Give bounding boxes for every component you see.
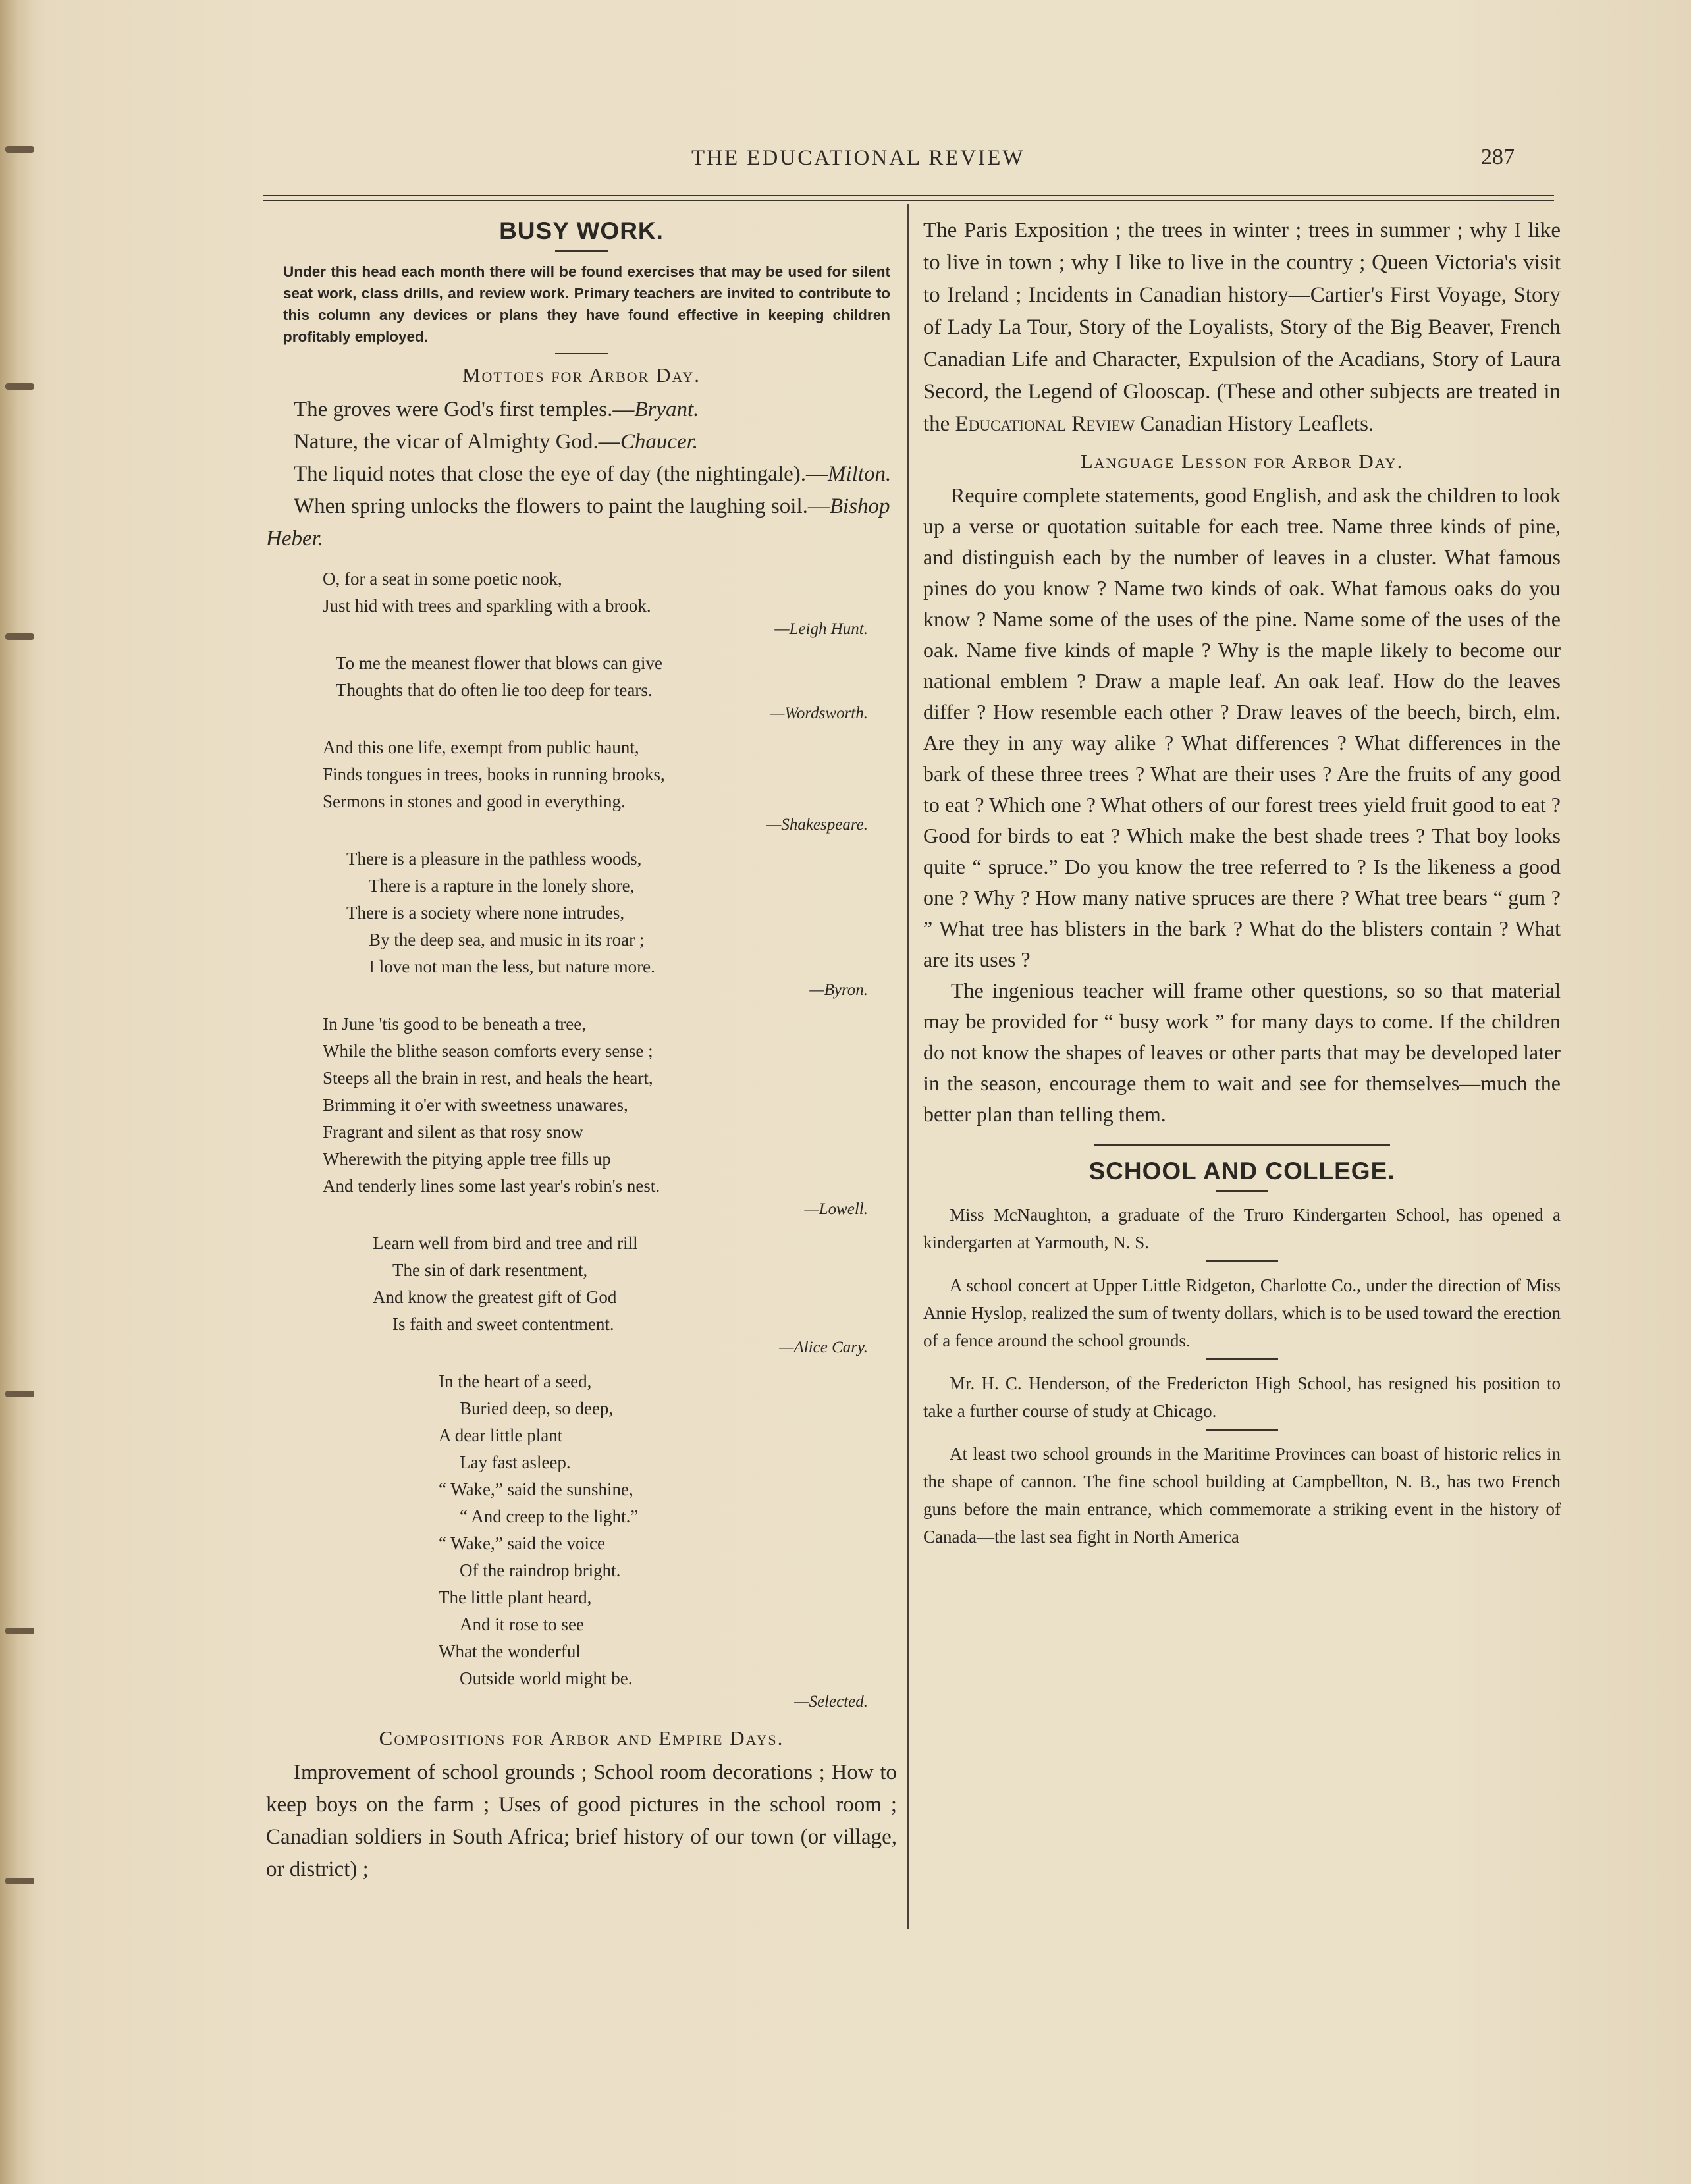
motto	[266, 426, 897, 458]
poem-line: And this one life, exempt from public haunt,	[323, 737, 639, 757]
divider	[1216, 1190, 1268, 1192]
poem-line: There is a pleasure in the pathless woods,	[346, 849, 642, 868]
mottoes-heading: Mottoes for Arbor Day.	[462, 363, 701, 386]
poem-line: And it rose to see	[460, 1614, 584, 1634]
divider	[1206, 1358, 1278, 1360]
language-lesson-paragraph: The ingenious teacher will frame other questions, so so that material may be provided for “ busy work ” for many days to come. If the children do not know the shapes of leaves or other parts that may be developed later in the season, encourage them to wait and see for themselves—much the better plan than telling them.	[923, 978, 1561, 1126]
poem-line: A dear little plant	[439, 1425, 563, 1445]
divider	[1206, 1260, 1278, 1262]
poem-attribution: —Byron.	[809, 981, 868, 999]
news-item: Mr. H. C. Henderson, of the Fredericton High School, has resigned his position to take a further course of study at Chicago.	[923, 1373, 1561, 1421]
poem-line: There is a rapture in the lonely shore,	[369, 876, 635, 895]
continued-text-post: Canadian History Leaflets.	[1135, 412, 1374, 436]
left-column	[266, 209, 897, 1886]
running-title: THE EDUCATIONAL REVIEW	[691, 146, 1025, 170]
poem-line: Thoughts that do often lie too deep for tears.	[336, 680, 653, 700]
poem-attribution: —Shakespeare.	[766, 816, 868, 834]
header-rule	[263, 195, 1554, 196]
poem-line: What the wonderful	[439, 1641, 581, 1661]
busy-work-heading: BUSY WORK.	[499, 217, 664, 244]
poem-line: Brimming it o'er with sweetness unawares,	[323, 1095, 628, 1115]
poem-line: By the deep sea, and music in its roar ;	[369, 930, 645, 949]
continued-topics-text	[923, 215, 1561, 440]
news-item: Miss McNaughton, a graduate of the Truro Kindergarten School, has opened a kindergarten at Yarmouth, N. S.	[923, 1205, 1561, 1252]
poem-line: Wherewith the pitying apple tree fills up	[323, 1149, 611, 1169]
divider	[1094, 1144, 1390, 1146]
motto-attribution: Milton.	[828, 462, 892, 486]
page-binding	[0, 0, 32, 2184]
binding-stitch	[5, 1878, 34, 1884]
divider	[555, 353, 608, 354]
poem-line: And tenderly lines some last year's robin's nest.	[323, 1176, 660, 1196]
poem-line: In June 'tis good to be beneath a tree,	[323, 1014, 586, 1034]
poem-line: Finds tongues in trees, books in running brooks,	[323, 764, 665, 784]
poem-line: Of the raindrop bright.	[460, 1560, 621, 1580]
poem-attribution: —Lowell.	[804, 1200, 868, 1218]
news-item: At least two school grounds in the Maritime Provinces can boast of historic relics in the shape of cannon. The fine school building at Campbellton, N. B., has two French guns before the main entrance, which commemorate a striking event in the history of Canada—the last sea fight in North America	[923, 1444, 1561, 1547]
poem-line: Fragrant and silent as that rosy snow	[323, 1122, 583, 1142]
poem-line: “ Wake,” said the voice	[439, 1533, 605, 1553]
binding-stitch	[5, 1628, 34, 1634]
poem-line: Outside world might be.	[460, 1668, 633, 1688]
poem-attribution: —Alice Cary.	[779, 1339, 868, 1356]
page-header	[263, 146, 1554, 186]
poem	[323, 650, 873, 724]
divider	[1206, 1429, 1278, 1431]
compositions-heading: Compositions for Arbor and Empire Days.	[379, 1726, 784, 1749]
poem-line: Buried deep, so deep,	[460, 1398, 614, 1418]
binding-stitch	[5, 383, 34, 390]
continued-text-pre: The Paris Exposition ; the trees in winter ; trees in summer ; why I like to live in town ; why I like to live in the country ; Queen Victoria's visit to Ireland ; Incidents in Canadian history—Cartier's First Voyage, Story of Lady La Tour, Story of the Loyalists, Story of the Big Beaver, French Canadian Life and Character, Expulsion of the Acadians, Story of Laura Secord, the Legend of Glooscap. (These and other subjects are treated in the	[923, 219, 1561, 436]
poem-line: The sin of dark resentment,	[392, 1260, 588, 1280]
poem-line: I love not man the less, but nature more.	[369, 957, 655, 976]
poem-line: In the heart of a seed,	[439, 1372, 592, 1391]
mottoes-list	[266, 394, 897, 555]
language-lesson-heading: Language Lesson for Arbor Day.	[1080, 450, 1404, 473]
poem-line: Sermons in stones and good in everything.	[323, 791, 626, 811]
poem	[323, 566, 873, 639]
poem-line: Learn well from bird and tree and rill	[373, 1233, 638, 1253]
motto-text: The groves were God's first temples.—	[294, 398, 635, 421]
poem	[323, 734, 873, 835]
motto-attribution: Bishop Heber.	[266, 494, 890, 550]
right-column	[923, 215, 1561, 1551]
binding-stitch	[5, 146, 34, 153]
poem-line: Is faith and sweet contentment.	[392, 1314, 614, 1334]
poem-line: There is a society where none intrudes,	[346, 903, 625, 922]
motto	[266, 394, 897, 426]
poem	[323, 1230, 873, 1358]
motto	[266, 458, 897, 491]
poem-line: “ Wake,” said the sunshine,	[439, 1479, 633, 1499]
poem-attribution: —Wordsworth.	[770, 705, 868, 722]
poem-line: “ And creep to the light.”	[460, 1506, 639, 1526]
motto-attribution: Chaucer.	[620, 430, 699, 454]
poem	[323, 1011, 873, 1219]
header-rule	[263, 200, 1554, 201]
poem-line: And know the greatest gift of God	[373, 1287, 617, 1307]
poem-line: Just hid with trees and sparkling with a brook.	[323, 596, 651, 616]
poem-line: Steeps all the brain in rest, and heals the heart,	[323, 1068, 653, 1088]
news-list	[923, 1201, 1561, 1551]
poem	[323, 845, 873, 1000]
educational-review-name: Educational Review	[955, 412, 1135, 436]
motto-text: Nature, the vicar of Almighty God.—	[294, 430, 620, 454]
poem-line: Lay fast asleep.	[460, 1452, 571, 1472]
compositions-text: Improvement of school grounds ; School room decorations ; How to keep boys on the farm ; Uses of good pictures in the school room ; Canadian soldiers in South Africa; brief history of our town (or village, or district) ;	[266, 1761, 897, 1881]
poem-line: While the blithe season comforts every sense ;	[323, 1041, 653, 1061]
poem-line: To me the meanest flower that blows can give	[336, 653, 662, 673]
column-divider	[907, 204, 909, 1929]
divider	[555, 250, 608, 252]
school-college-heading: SCHOOL AND COLLEGE.	[1088, 1158, 1395, 1185]
news-item: A school concert at Upper Little Ridgeton, Charlotte Co., under the direction of Miss Annie Hyslop, realized the sum of twenty dollars, which is to be used toward the erection of a fence around the school grounds.	[923, 1275, 1561, 1350]
language-lesson-paragraph: Require complete statements, good English, and ask the children to look up a verse or quotation suitable for each tree. Name three kinds of pine, and distinguish each by the number of leaves in a cluster. What famous pines do you know ? Name two kinds of oak. What famous oaks do you know ? Name some of the uses of the pine. Name some of the uses of the oak. Name five kinds of maple ? Why is the maple likely to become our national emblem ? Draw a maple leaf. An oak leaf. How do the leaves differ ? How resemble each other ? Draw leaves of the beech, birch, elm. Are they in any way alike ? What differences ? What differences in the bark of these three trees ? What are their uses ? Are the fruits of any good to eat ? Which one ? What others of our forest trees yield fruit good to eat ? Good for birds to eat ? Which make the best shade trees ? That boy looks quite “ spruce.” Do you know the tree referred to ? Is the likeness a good one ? Why ? How many native spruces are there ? What tree bears “ gum ? ” What tree has blisters in the bark ? What do the blisters contain ? What are its uses ?	[923, 483, 1561, 971]
poem-line: The little plant heard,	[439, 1587, 592, 1607]
binding-stitch	[5, 1391, 34, 1397]
page-number: 287	[1481, 145, 1515, 169]
motto	[266, 491, 897, 555]
motto-text: When spring unlocks the flowers to paint the laughing soil.—	[294, 494, 830, 518]
binding-stitch	[5, 633, 34, 640]
busy-work-intro: Under this head each month there will be found exercises that may be used for silent seat work, class drills, and review work. Primary teachers are invited to contribute to this column any devices or plans they have found effective in keeping children profitably employed.	[283, 263, 890, 345]
poem	[323, 1368, 873, 1712]
motto-attribution: Bryant.	[634, 398, 699, 421]
motto-text: The liquid notes that close the eye of day (the nightingale).—	[294, 462, 828, 486]
poems-list	[323, 566, 873, 1712]
poem-attribution: —Leigh Hunt.	[774, 620, 868, 638]
poem-attribution: —Selected.	[794, 1693, 868, 1711]
poem-line: O, for a seat in some poetic nook,	[323, 569, 562, 589]
